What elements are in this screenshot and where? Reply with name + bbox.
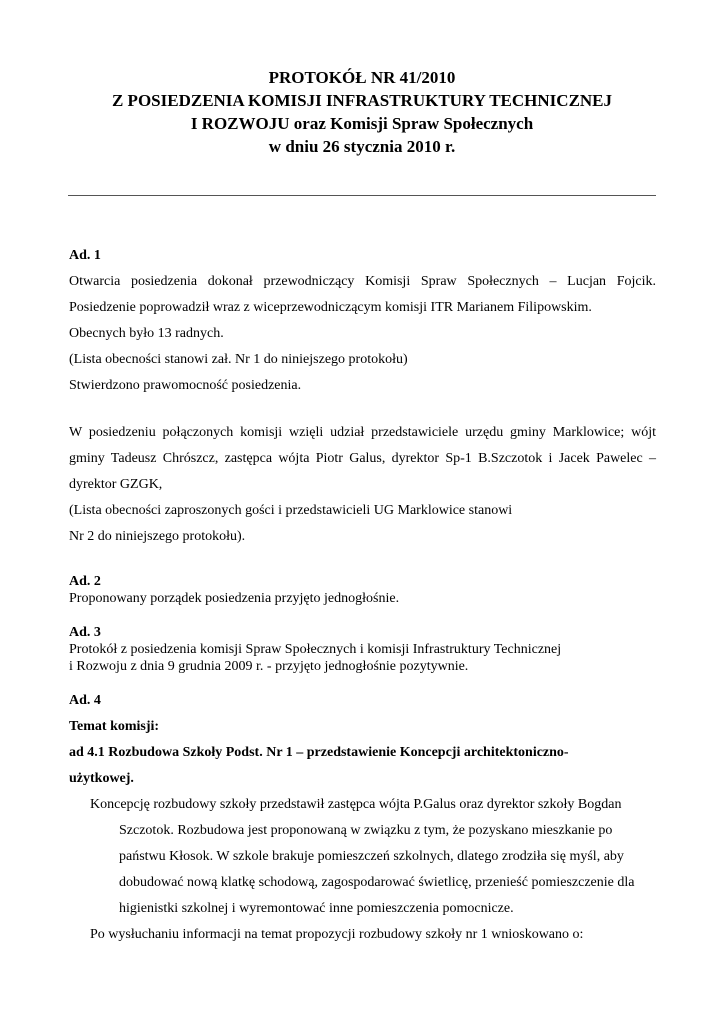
ad4-body-line: Szczotok. Rozbudowa jest proponowaną w związku z tym, że pozyskano mieszkanie po [119,823,613,838]
ad4-subtopic-line: ad 4.1 Rozbudowa Szkoły Podst. Nr 1 – przedstawienie Koncepcji architektoniczno- [69,745,569,760]
guests-line: dyrektor GZGK, [69,477,163,492]
title-line: I ROZWOJU oraz Komisji Spraw Społecznych [190,114,534,133]
title-line: Z POSIEDZENIA KOMISJI INFRASTRUKTURY TECHNICZNEJ [111,91,613,110]
ad4-section [69,688,634,948]
ad4-subtopic-line: użytkowej. [69,771,134,786]
ad1-guests-paragraph [69,420,656,550]
ad4-body-line: państwu Kłosok. W szkole brakuje pomieszczeń szkolnych, dlatego zrodziła się myśl, aby [119,849,624,864]
ad1-line: Posiedzenie poprowadził wraz z wiceprzewodniczącym komisji ITR Marianem Filipowskim. [69,300,592,315]
title-divider [68,195,656,196]
ad1-line: (Lista obecności stanowi zał. Nr 1 do niniejszego protokołu) [69,352,408,367]
ad1-line: Otwarcia posiedzenia dokonał przewodniczący Komisji Spraw Społecznych – Lucjan Fojcik. [69,274,656,289]
ad3-line: Protokół z posiedzenia komisji Spraw Społecznych i komisji Infrastruktury Technicznej [69,642,562,657]
guests-line: W posiedzeniu połączonych komisji wzięli udział przedstawiciele urzędu gminy Marklowice; wójt [69,425,656,440]
ad4-body-first-line: Koncepcję rozbudowy szkoły przedstawił zastępca wójta P.Galus oraz dyrektor szkoły Bogdan [90,797,622,812]
ad3-heading: Ad. 3 [69,625,101,640]
title-line: w dniu 26 stycznia 2010 r. [268,137,456,156]
title-line: PROTOKÓŁ NR 41/2010 [268,68,456,87]
ad2-text: Proponowany porządek posiedzenia przyjęto jednogłośnie. [69,591,400,606]
ad1-line: Obecnych było 13 radnych. [69,326,224,341]
ad4-heading: Ad. 4 [69,693,101,708]
guests-line: Nr 2 do niniejszego protokołu). [69,529,246,544]
ad3-line: i Rozwoju z dnia 9 grudnia 2009 r. - przyjęto jednogłośnie pozytywnie. [69,659,469,674]
ad1-line: Stwierdzono prawomocność posiedzenia. [69,378,302,393]
ad1-paragraph [69,269,656,399]
ad4-conclusion: Po wysłuchaniu informacji na temat propozycji rozbudowy szkoły nr 1 wnioskowano o: [90,927,584,942]
document-title [0,66,724,158]
ad4-body-line: dobudować nową klatkę schodową, zagospodarować świetlicę, przenieść pomieszczenie dla [119,875,635,890]
guests-line: gminy Tadeusz Chrószcz, zastępca wójta Piotr Galus, dyrektor Sp-1 B.Szczotok i Jacek Pawelec – [69,451,656,466]
ad4-body-line: higienistki szkolnej i wyremontować inne pomieszczenia pomocnicze. [119,901,514,916]
ad2-section [69,573,399,607]
ad1-heading: Ad. 1 [69,248,101,263]
guests-line: (Lista obecności zaproszonych gości i przedstawicieli UG Marklowice stanowi [69,503,513,518]
ad3-section [69,624,561,675]
ad4-topic-label: Temat komisji: [69,719,160,734]
ad2-heading: Ad. 2 [69,574,101,589]
